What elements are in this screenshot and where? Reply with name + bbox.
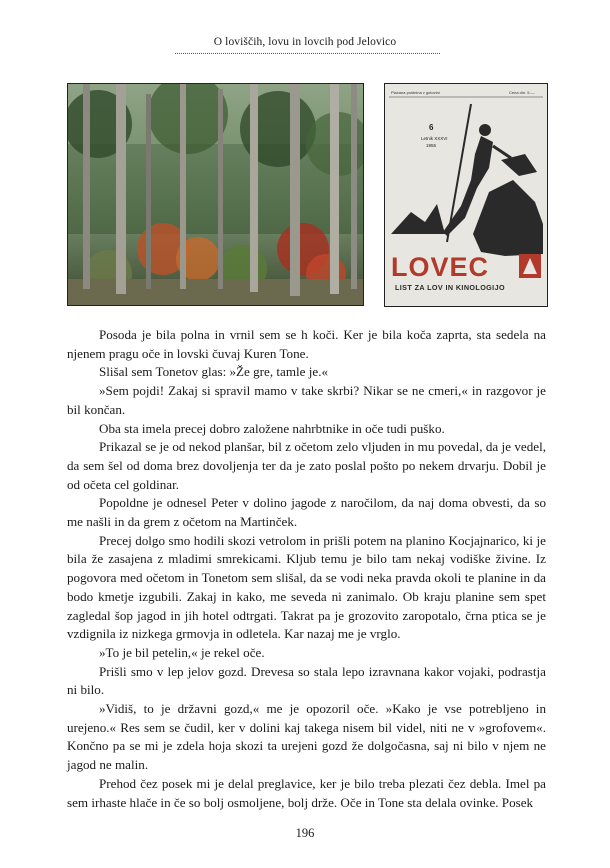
cover-subtitle: LIST ZA LOV IN KINOLOGIJO xyxy=(395,283,505,292)
forest-photo xyxy=(67,83,364,306)
paragraph: »To je bil petelin,« je rekel oče. xyxy=(99,644,265,660)
paragraph: Posoda je bila polna in vrnil sem se h koči. Ker je bila koča zaprta, sta sedela na njenem pragu oče in lovski čuvaj Kuren Tone. xyxy=(67,327,546,361)
paragraph: »Sem pojdi! Zakaj si spravil mamo v take skrbi? Nikar se ne cmeri,« in razgovor je bil končan. xyxy=(67,383,546,417)
paragraph: Prikazal se je od nekod planšar, bil z očetom zelo vljuden in mu povedal, da je vedel, da sem šel od doma brez dovoljenja ter da je zato poslal pošto po nekem drvarju. Dobil je od očeta cel goldinar. xyxy=(67,439,546,492)
paragraph: Prišli smo v lep jelov gozd. Drevesa so stala lepo izravnana kakor vojaki, podrastja ni bilo. xyxy=(67,663,546,698)
cover-top-left: Plačana poštnina v gotovini xyxy=(391,90,440,95)
body-text xyxy=(67,326,546,812)
paragraph: Precej dolgo smo hodili skozi vetrolom in prišli potem na planino Kocjajnarico, ki je bila že zasajena z mladimi smrekicami. Kljub temu je bilo tam nekaj vodiške živine. Iz pogovora med očetom in Tonetom sem slišal, da se vodi neka pravda okoli te planine in da bodo kmetje izgubili. Zakaj in kako, me seveda ni zanimalo. Ob kraju planine sem spet zagledal šop jagod in jih hotel odtrgati. Takrat pa je grozovito zaropotalo, črna ptica se je vzdignila iz nizkega grmovja in odletela. Kar nazaj me je vrglo. xyxy=(67,532,546,642)
cover-title: LOVEC xyxy=(391,252,490,282)
cover-volume: Letnik XXXVI xyxy=(421,136,448,141)
cover-top-right: Cena din. 5.— xyxy=(509,90,535,95)
cover-number: 6 xyxy=(429,123,434,132)
lovec-magazine-cover xyxy=(384,83,548,307)
page-number: 196 xyxy=(295,826,315,840)
paragraph: Popoldne je odnesel Peter v dolino jagode z naročilom, da naj doma obvesti, da so me našli in da grem z očetom na Martinček. xyxy=(67,495,546,530)
paragraph: Prehod čez posek mi je delal preglavice, ker je bilo treba plezati čez debla. Imel pa sem irhaste hlače in če so bolj osmoljene, bolj drže. Oče in Tone sta delala ovinke. Posek xyxy=(67,775,546,810)
cover-year: 1955 xyxy=(426,143,437,148)
paragraph: Slišal sem Tonetov glas: »Že gre, tamle je.« xyxy=(99,364,329,380)
cover-illustration xyxy=(385,84,547,306)
forest-illustration xyxy=(68,84,363,305)
paragraph: Oba sta imela precej dobro založene nahrbtnike in oče tudi puško. xyxy=(99,420,445,436)
header-divider xyxy=(175,53,440,54)
paragraph: »Vidiš, to je državni gozd,« me je opozoril oče. »Kako je vse potrebljeno in urejeno.« Res sem se čudil, ker v dolini kaj takega nisem bil videl, niti ne v »grofovem«. Končno pa se mi je zdela hoja skozi ta urejeni gozd že dolgočasna, saj ni bilo v njem ne jagod ne malin. xyxy=(67,701,546,773)
running-header: O loviščih, lovu in lovcih pod Jelovico xyxy=(213,36,397,48)
